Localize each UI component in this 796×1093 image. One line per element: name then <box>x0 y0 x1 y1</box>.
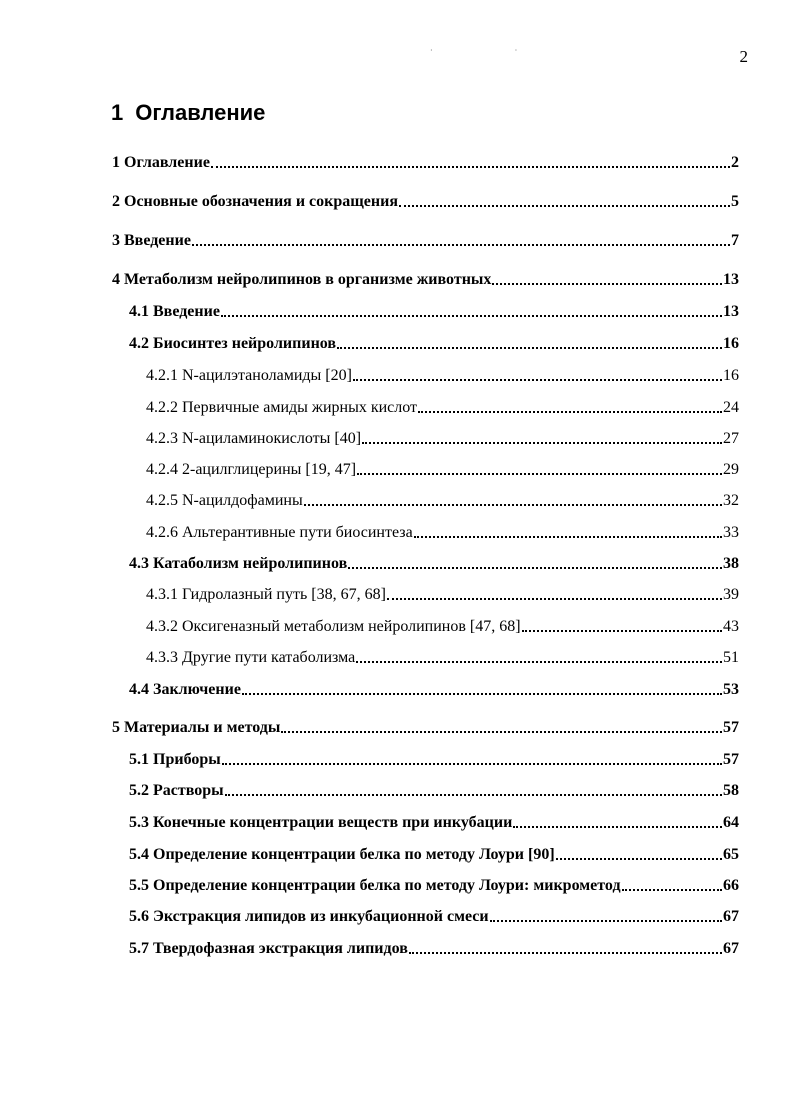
toc-entry[interactable] <box>129 781 739 801</box>
toc-entry-page: 65 <box>723 846 739 863</box>
toc-leader <box>513 826 722 828</box>
toc-leader <box>418 411 722 413</box>
toc-entry-label: 4.2.6 Альтерантивные пути биосинтеза <box>146 524 413 541</box>
toc-leader <box>281 731 722 733</box>
toc-entry-page: 2 <box>731 154 739 171</box>
toc-entry[interactable] <box>146 491 739 511</box>
toc-entry-label: 4.3.1 Гидролазный путь [38, 67, 68] <box>146 586 386 603</box>
toc-leader <box>337 347 722 349</box>
toc-entry-page: 5 <box>731 193 739 210</box>
toc-entry-label: 5.2 Растворы <box>129 782 224 799</box>
toc-leader <box>353 379 722 381</box>
toc-entry-page: 7 <box>731 232 739 249</box>
toc-entry-page: 29 <box>723 461 739 478</box>
toc-entry[interactable] <box>112 231 739 251</box>
toc-entry[interactable] <box>112 153 739 173</box>
toc-entry[interactable] <box>146 585 739 605</box>
toc-entry-label: 4.2.2 Первичные амиды жирных кислот <box>146 399 418 416</box>
toc-entry-label: 5.1 Приборы <box>129 751 221 768</box>
toc-entry[interactable] <box>112 270 739 290</box>
toc-entry-page: 38 <box>723 555 739 572</box>
toc-entry[interactable] <box>146 429 739 449</box>
scan-specks: · · <box>430 46 558 55</box>
toc-entry[interactable] <box>129 813 739 833</box>
toc-entry-label: 4.3.3 Другие пути катаболизма <box>146 649 356 666</box>
toc-entry-page: 66 <box>723 877 739 894</box>
toc-entry-page: 27 <box>723 430 739 447</box>
toc-leader <box>222 763 722 765</box>
toc-entry[interactable] <box>129 302 739 322</box>
toc-entry-label: 4.2.3 N-ациламинокислоты [40] <box>146 430 362 447</box>
toc-entry-page: 58 <box>723 782 739 799</box>
toc-entry-label: 4.3.2 Оксигеназный метаболизм нейролипинов [47, 68] <box>146 618 521 635</box>
toc-entry-label: 4.2.1 N-ацилэтаноламиды [20] <box>146 367 352 384</box>
toc-entry-label: 5.6 Экстракция липидов из инкубационной смеси <box>129 908 489 925</box>
toc-entry[interactable] <box>129 876 739 896</box>
toc-entry[interactable] <box>146 617 739 637</box>
toc-leader <box>556 858 722 860</box>
toc-entry[interactable] <box>129 907 739 927</box>
toc-leader <box>490 920 722 922</box>
toc-entry-label: 5.4 Определение концентрации белка по методу Лоури [90] <box>129 846 555 863</box>
toc-entry-label: 5.7 Твердофазная экстракция липидов <box>129 940 408 957</box>
toc-entry[interactable] <box>112 718 739 738</box>
toc-entry-label: 4.2.4 2-ацилглицерины [19, 47] <box>146 461 357 478</box>
toc-entry-page: 24 <box>723 399 739 416</box>
toc-entry[interactable] <box>129 334 739 354</box>
toc-entry-label: 4.1 Введение <box>129 303 220 320</box>
page-title <box>111 100 265 126</box>
toc-leader <box>348 567 722 569</box>
toc-entry-page: 53 <box>723 681 739 698</box>
toc-entry-page: 67 <box>723 940 739 957</box>
toc-leader <box>492 283 722 285</box>
toc-entry[interactable] <box>146 523 739 543</box>
toc-entry[interactable] <box>146 460 739 480</box>
toc-entry-page: 67 <box>723 908 739 925</box>
toc-entry-label: 4 Метаболизм нейролипинов в организме животных <box>112 271 492 288</box>
toc-entry-page: 64 <box>723 814 739 831</box>
toc-leader <box>192 244 730 246</box>
toc-entry-page: 16 <box>723 335 739 352</box>
toc-entry[interactable] <box>129 680 739 700</box>
toc-entry-page: 32 <box>723 492 739 509</box>
toc-entry-page: 33 <box>723 524 739 541</box>
toc-leader <box>225 794 722 796</box>
toc-leader <box>414 536 722 538</box>
toc-entry-page: 13 <box>723 303 739 320</box>
toc-entry-label: 1 Оглавление <box>112 154 210 171</box>
toc-leader <box>362 442 722 444</box>
heading-title: Оглавление <box>135 100 266 125</box>
toc-leader <box>409 952 722 954</box>
toc-leader <box>387 598 722 600</box>
toc-leader <box>211 166 730 168</box>
toc-entry[interactable] <box>146 366 739 386</box>
toc-entry[interactable] <box>146 648 739 668</box>
toc-leader <box>522 630 722 632</box>
toc-entry-label: 4.4 Заключение <box>129 681 241 698</box>
toc-entry[interactable] <box>112 192 739 212</box>
toc-entry-page: 39 <box>723 586 739 603</box>
toc-entry-label: 5 Материалы и методы <box>112 719 281 736</box>
toc-leader <box>622 889 722 891</box>
toc-leader <box>399 205 730 207</box>
toc-entry-label: 4.2 Биосинтез нейролипинов <box>129 335 337 352</box>
toc-entry-label: 3 Введение <box>112 232 191 249</box>
toc-entry-label: 2 Основные обозначения и сокращения <box>112 193 398 210</box>
toc-leader <box>242 693 722 695</box>
page-number: 2 <box>739 47 748 66</box>
toc-entry[interactable] <box>129 554 739 574</box>
toc-leader <box>357 473 722 475</box>
toc-entry[interactable] <box>129 939 739 959</box>
toc-entry-page: 51 <box>723 649 739 666</box>
toc-entry-page: 57 <box>723 719 739 736</box>
toc-entry-page: 13 <box>723 271 739 288</box>
toc-entry-label: 5.5 Определение концентрации белка по методу Лоури: микрометод <box>129 877 621 894</box>
toc-leader <box>304 504 722 506</box>
toc-entry-page: 57 <box>723 751 739 768</box>
toc-entry-label: 5.3 Конечные концентрации веществ при инкубации <box>129 814 513 831</box>
toc-entry[interactable] <box>146 398 739 418</box>
heading-number: 1 <box>111 100 124 125</box>
toc-leader <box>356 661 722 663</box>
toc-leader <box>221 315 722 317</box>
toc-entry[interactable] <box>129 750 739 770</box>
toc-entry-page: 16 <box>723 367 739 384</box>
toc-entry-page: 43 <box>723 618 739 635</box>
toc-entry-label: 4.3 Катаболизм нейролипинов <box>129 555 348 572</box>
toc-entry[interactable] <box>129 845 739 865</box>
toc-entry-label: 4.2.5 N-ацилдофамины <box>146 492 303 509</box>
